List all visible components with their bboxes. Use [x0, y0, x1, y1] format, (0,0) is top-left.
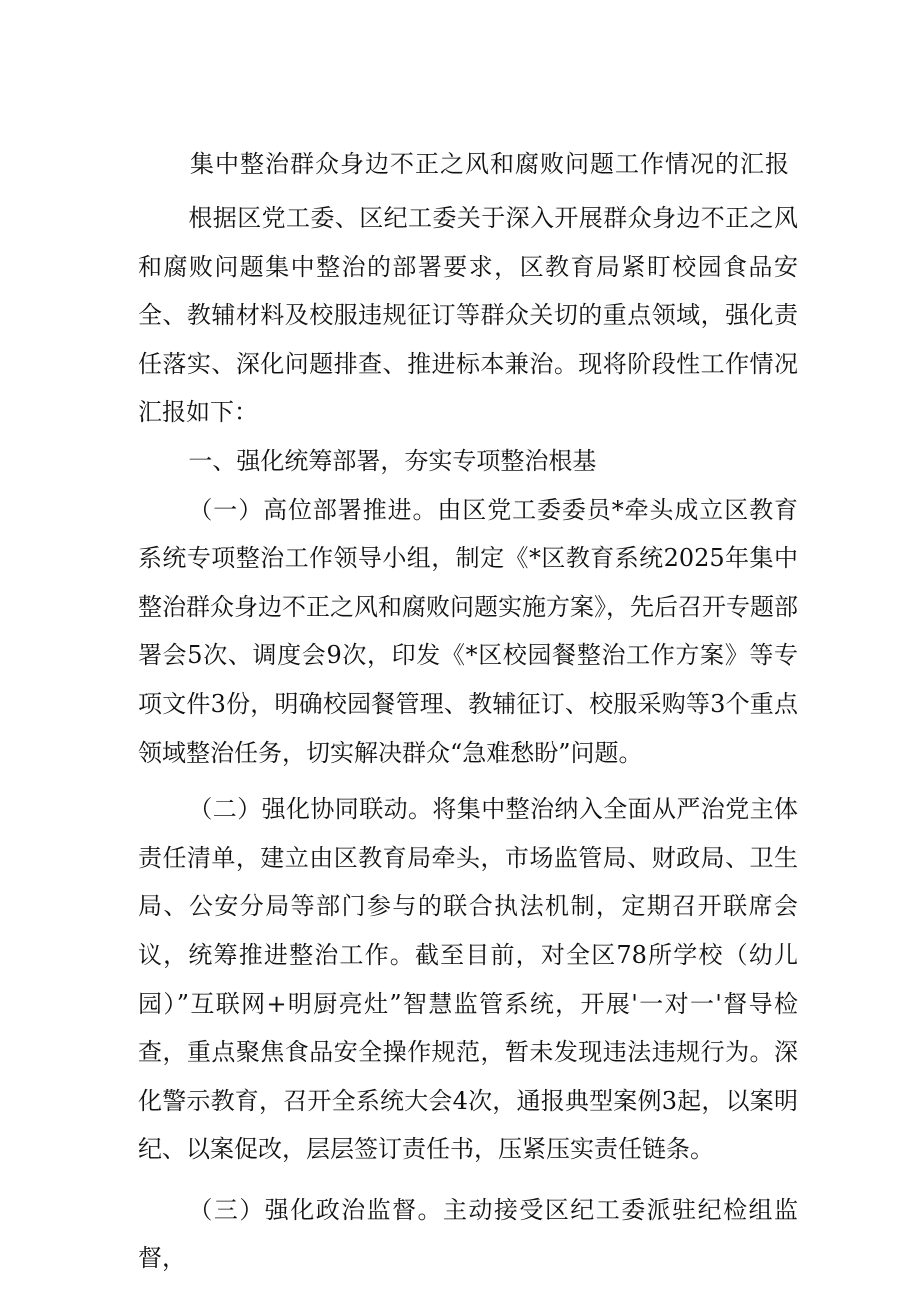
subsection-paragraph-1: （一）高位部署推进。由区党工委委员*牵头成立区教育系统专项整治工作领导小组，制定《*区教育系统2025年集中整治群众身边不正之风和腐败问题实施方案》，先后召开专题部署会5次、调度会9次，印发《*区校园餐整治工作方案》等专项文件3份，明确校园餐管理、教辅征订、校服采购等3个重点领域整治任务，切实解决群众“急难愁盼”问题。 [138, 495, 798, 767]
section-heading-1: 一、强化统筹部署，夯实专项整治根基 [188, 446, 597, 475]
subsection-paragraph-3: （三）强化政治监督。主动接受区纪工委派驻纪检组监督， [138, 1195, 798, 1273]
intro-paragraph: 根据区党工委、区纪工委关于深入开展群众身边不正之风和腐败问题集中整治的部署要求，区教育局紧盯校园食品安全、教辅材料及校服违规征订等群众关切的重点领域，强化责任落实、深化问题排查、推进标本兼治。现将阶段性工作情况汇报如下： [138, 204, 798, 427]
document-body [138, 194, 798, 1283]
document-title: 集中整治群众身边不正之风和腐败问题工作情况的汇报 [190, 150, 790, 178]
subsection-paragraph-2: （二）强化协同联动。将集中整治纳入全面从严治党主体责任清单，建立由区教育局牵头，市场监管局、财政局、卫生局、公安分局等部门参与的联合执法机制，定期召开联席会议，统筹推进整治工作。截至目前，对全区78所学校（幼儿园）”互联网+明厨亮灶”智慧监管系统，开展'一对一'督导检查，重点聚焦食品安全操作规范，暂未发现违法违规行为。深化警示教育，召开全系统大会4次，通报典型案例3起，以案明纪、以案促改，层层签订责任书，压紧压实责任链条。 [138, 795, 798, 1164]
